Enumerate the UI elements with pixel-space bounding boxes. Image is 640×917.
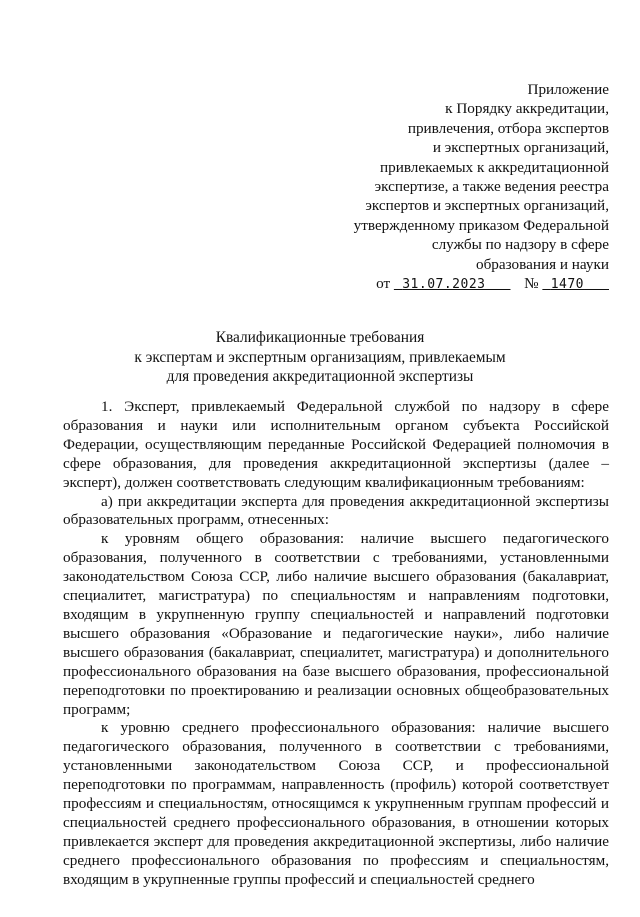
appendix-line: Приложение	[527, 81, 609, 98]
title-line: для проведения аккредитационной экспертизы	[166, 368, 474, 386]
title-line: к экспертам и экспертным организациям, привлекаемым	[134, 348, 506, 366]
appendix-line: экспертов и экспертных организаций,	[365, 197, 609, 215]
title-line: Квалификационные требования	[215, 329, 425, 346]
appendix-header	[279, 80, 609, 294]
document-title	[40, 328, 600, 387]
document-body	[63, 398, 609, 890]
paragraph: к уровню среднего профессионального образования: наличие высшего педагогического образования, полученного в соответствии с требованиями, установленными законодательством Союза ССР, и профессиональной переподготовки по программам, направленность (профиль) которой соответствует профессиям и специальностям, относящимся к укрупненным группам профессий и специальностей среднего профессионального образования, в отношении которых привлекается эксперт для проведения аккредитационной экспертизы, либо наличие среднего профессионального образования по профессиям и специальностям, входящим в укрупненные группы профессий и специальностей среднего	[63, 719, 609, 888]
appendix-line: к Порядку аккредитации,	[445, 100, 609, 118]
appendix-line: экспертизе, а также ведения реестра	[374, 178, 609, 196]
paragraph: 1. Эксперт, привлекаемый Федеральной службой по надзору в сфере образования и науки или исполнительным органом субъекта Российской Федерации, осуществляющим переданные Российской Федерацией полномочия в сфере образования, для проведения аккредитационной экспертизы (далее – эксперт), должен соответствовать следующим квалификационным требованиям:	[63, 398, 609, 491]
order-number: 1470	[550, 277, 585, 293]
paragraph: а) при аккредитации эксперта для проведения аккредитационной экспертизы образовательных программ, отнесенных:	[63, 492, 609, 529]
appendix-line: привлекаемых к аккредитационной	[379, 158, 609, 176]
appendix-line: утвержденному приказом Федеральной	[353, 216, 609, 234]
appendix-line: образования и науки	[475, 255, 609, 273]
order-date-number	[279, 274, 609, 294]
appendix-line: привлечения, отбора экспертов	[407, 119, 609, 137]
order-date: 31.07.2023	[402, 277, 486, 293]
number-prefix: №	[524, 275, 539, 293]
date-prefix: от	[376, 275, 391, 293]
appendix-line: и экспертных организаций,	[432, 139, 609, 157]
appendix-line: службы по надзору в сфере	[431, 236, 609, 254]
paragraph: к уровням общего образования: наличие высшего педагогического образования, полученного в соответствии с требованиями, установленными законодательством Союза ССР, либо наличие высшего образования (бакалавриат, специалитет, магистратура) по специальностям и направлениям подготовки, входящим в укрупненную группу специальностей и направлений подготовки высшего образования «Образование и педагогические науки», либо наличие высшего образования (бакалавриат, специалитет, магистратура) и дополнительного профессионального образования на базе высшего образования, профессиональной переподготовки по проектированию и реализации основных общеобразовательных программ;	[63, 530, 609, 718]
